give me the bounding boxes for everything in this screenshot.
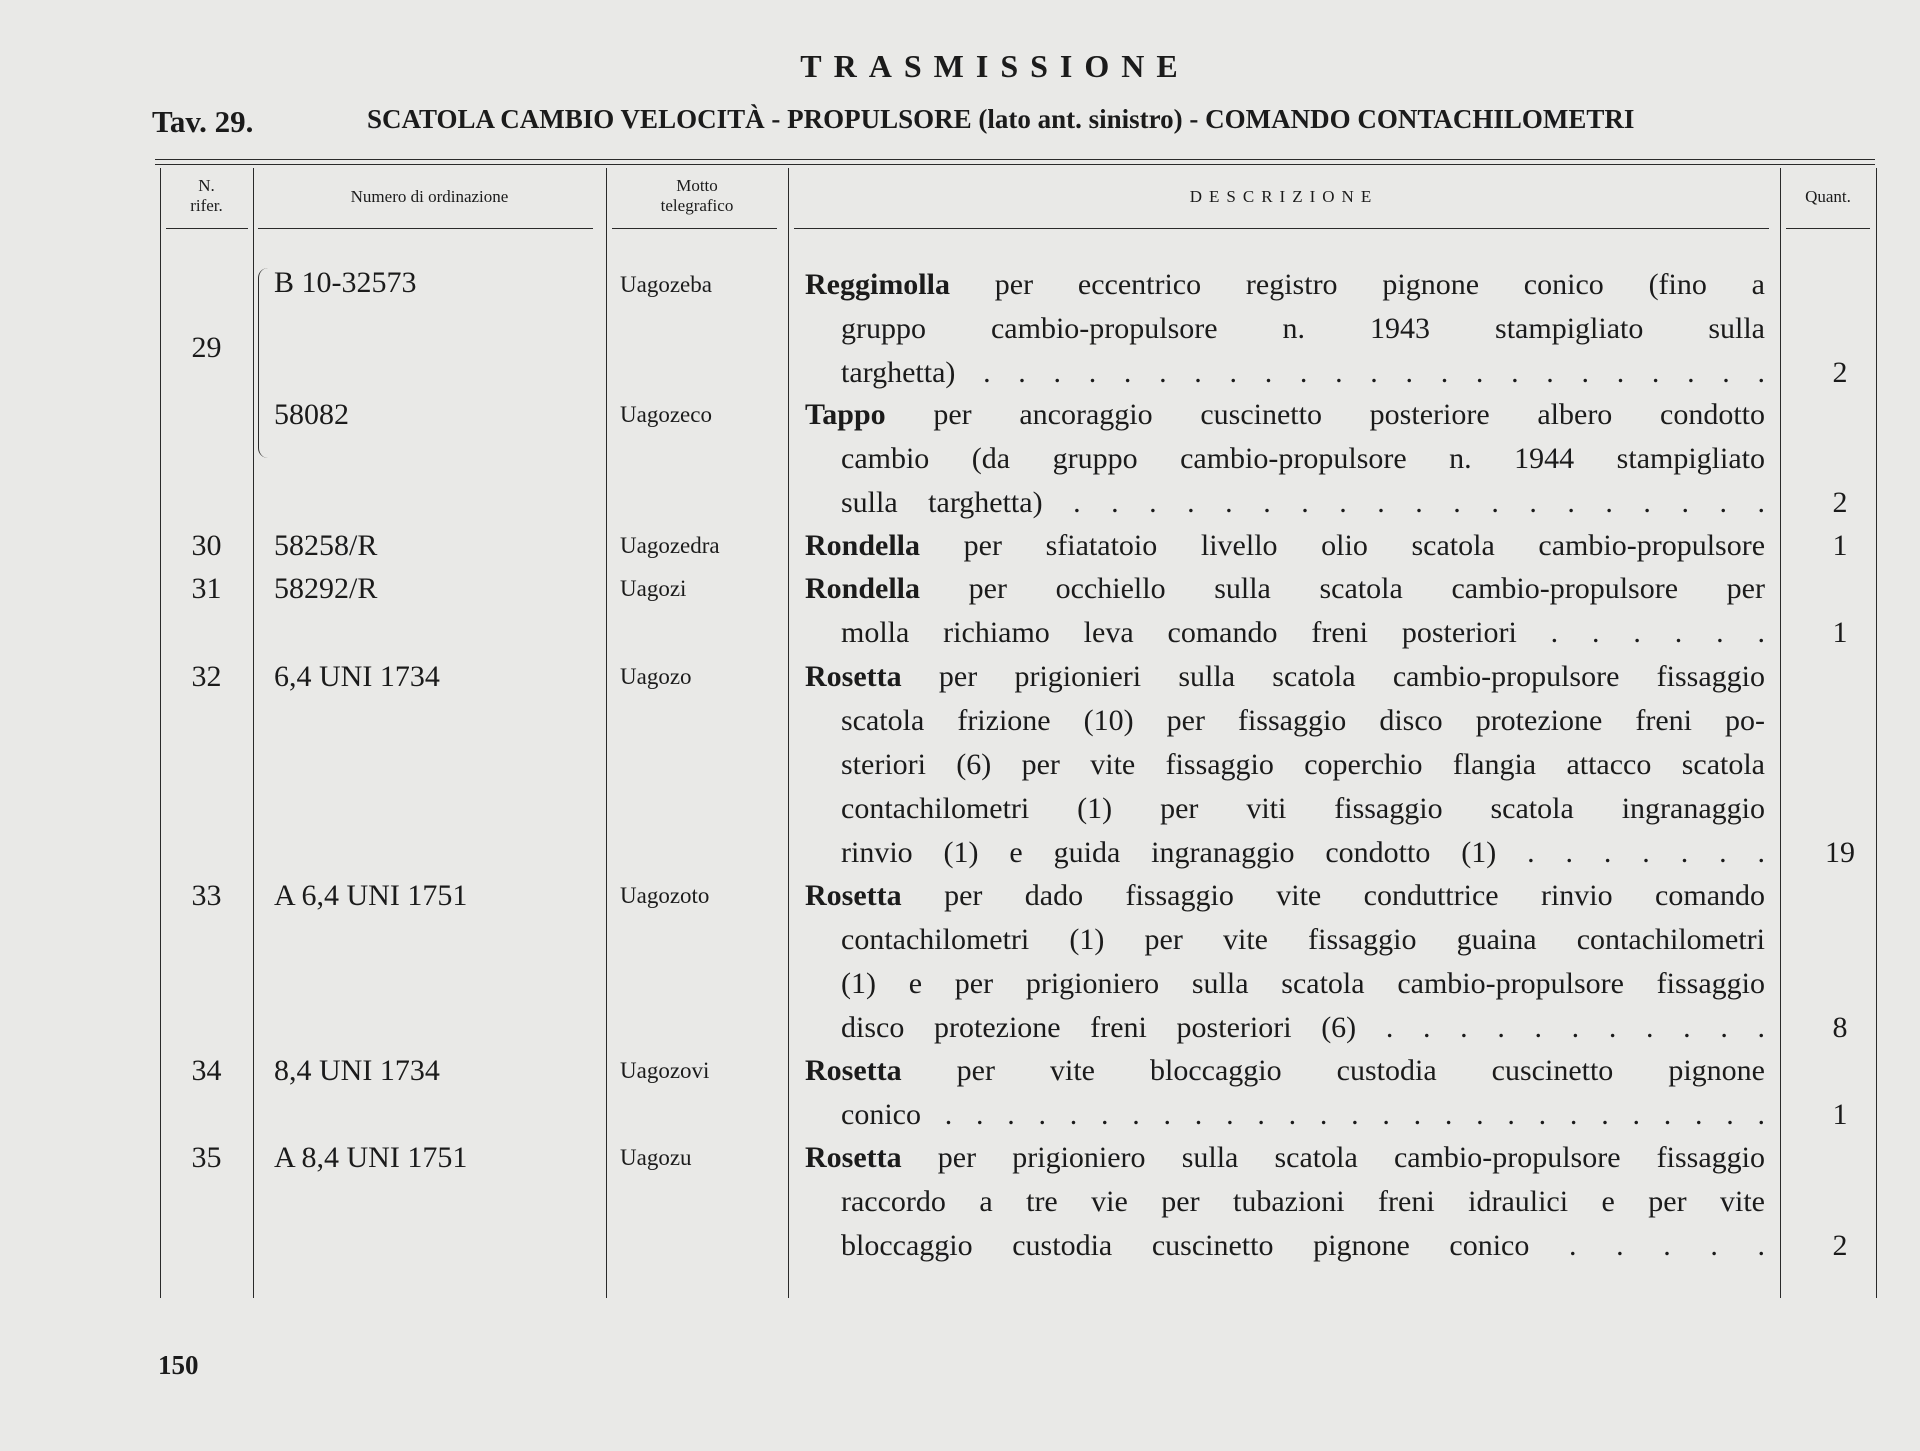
header-ref-line2: rifer. [190, 196, 223, 215]
header-qty: Quant. [1805, 187, 1851, 206]
row-qty-2: 2 [1832, 486, 1848, 519]
header-motto-line2: telegrafico [660, 196, 734, 215]
header-description: DESCRIZIONE [1189, 187, 1379, 206]
row-qty-3: 1 [1832, 529, 1848, 562]
row-desc-3 [805, 524, 1765, 568]
row-qty-4: 1 [1832, 616, 1848, 649]
row-qty-7: 1 [1832, 1098, 1848, 1131]
row-ref-32: 32 [191, 660, 222, 693]
desc-line: raccordo a tre vie per tubazioni freni idraulici e per vite [841, 1185, 1765, 1218]
row-desc-6 [805, 874, 1765, 1050]
row-qty-8: 2 [1832, 1229, 1848, 1262]
desc-line: contachilometri (1) per vite fissaggio guaina contachilometri [841, 923, 1765, 956]
header-rule-order [258, 228, 593, 229]
row-order-3: 58258/R [274, 529, 378, 562]
header-motto [606, 176, 788, 216]
row-ref-35: 35 [191, 1141, 222, 1174]
desc-line: Rosetta per prigionieri sulla scatola cambio-propulsore fissaggio [805, 660, 1765, 693]
desc-line: steriori (6) per vite fissaggio coperchio flangia attacco scatola [841, 748, 1765, 781]
desc-line: Rosetta per vite bloccaggio custodia cuscinetto pignone [805, 1054, 1765, 1087]
header-ref [160, 176, 253, 216]
header-rule-ref [166, 228, 248, 229]
row-order-1: B 10-32573 [274, 266, 417, 299]
header-order: Numero di ordinazione [350, 187, 509, 206]
part-name: Rosetta [805, 1141, 902, 1174]
desc-line: Reggimolla per eccentrico registro pignone conico (fino a [805, 268, 1765, 301]
column-divider-desc [1780, 168, 1781, 1298]
row-motto-2: Uagozeco [620, 402, 712, 427]
desc-line: Rosetta per dado fissaggio vite conduttrice rinvio comando [805, 879, 1766, 912]
column-divider-ref [253, 168, 254, 1298]
part-name: Reggimolla [805, 268, 950, 301]
desc-line: conico . . . . . . . . . . . . . . . . . . . . . . . . . . . [841, 1098, 1765, 1131]
desc-line: Rondella per sfiatatoio livello olio scatola cambio-propulsore [805, 529, 1766, 562]
row-qty-6: 8 [1832, 1011, 1848, 1044]
column-divider-motto [788, 168, 789, 1298]
desc-line: Rondella per occhiello sulla scatola cambio-propulsore per [805, 572, 1765, 605]
header-motto-line1: Motto [676, 176, 718, 195]
page-number: 150 [158, 1350, 199, 1380]
header-rule-desc [794, 228, 1769, 229]
row-order-6: A 6,4 UNI 1751 [274, 879, 468, 912]
part-name: Rondella [805, 529, 921, 562]
row-qty-1: 2 [1832, 356, 1848, 389]
plate-number: Tav. 29. [152, 104, 254, 139]
column-divider-order [606, 168, 607, 1298]
row-motto-5: Uagozo [620, 664, 692, 689]
row-order-4: 58292/R [274, 572, 378, 605]
row-desc-7 [805, 1049, 1765, 1137]
table-top-rule-2 [155, 164, 1875, 165]
row-motto-6: Uagozoto [620, 883, 710, 908]
group-brace [258, 268, 273, 458]
row-motto-7: Uagozovi [620, 1058, 710, 1083]
row-qty-5: 19 [1825, 836, 1855, 869]
row-order-5: 6,4 UNI 1734 [274, 660, 440, 693]
desc-line: rinvio (1) e guida ingranaggio condotto (1) . . . . . . . [841, 836, 1765, 869]
plate-subtitle: SCATOLA CAMBIO VELOCITÀ - PROPULSORE (lato ant. sinistro) - COMANDO CONTACHILOMETRI [367, 104, 1635, 134]
desc-line: cambio (da gruppo cambio-propulsore n. 1944 stampigliato [841, 442, 1765, 475]
section-title: TRASMISSIONE [800, 48, 1190, 84]
row-desc-5 [805, 655, 1765, 875]
part-name: Rosetta [805, 879, 902, 912]
row-motto-4: Uagozi [620, 576, 687, 601]
desc-line: sulla targhetta) . . . . . . . . . . . . . . . . . . . [841, 486, 1765, 519]
header-rule-motto [612, 228, 777, 229]
row-ref-29: 29 [191, 331, 222, 364]
row-motto-3: Uagozedra [620, 533, 720, 558]
desc-line: gruppo cambio-propulsore n. 1943 stampigliato sulla [841, 312, 1765, 345]
desc-line: Tappo per ancoraggio cuscinetto posteriore albero condotto [805, 398, 1765, 431]
desc-line: molla richiamo leva comando freni posteriori . . . . . . [841, 616, 1765, 649]
part-name: Tappo [805, 398, 886, 431]
table-top-rule [155, 159, 1875, 160]
row-ref-31: 31 [191, 572, 222, 605]
row-desc-8 [805, 1136, 1765, 1268]
row-desc-2 [805, 393, 1765, 525]
desc-line: scatola frizione (10) per fissaggio disco protezione freni po- [841, 704, 1765, 737]
part-name: Rondella [805, 572, 921, 605]
row-ref-34: 34 [191, 1054, 222, 1087]
desc-line: bloccaggio custodia cuscinetto pignone conico . . . . . [841, 1229, 1765, 1262]
row-desc-1 [805, 263, 1765, 395]
desc-line: contachilometri (1) per viti fissaggio scatola ingranaggio [841, 792, 1765, 825]
row-order-7: 8,4 UNI 1734 [274, 1054, 440, 1087]
row-motto-8: Uagozu [620, 1145, 692, 1170]
desc-line: targhetta) . . . . . . . . . . . . . . . . . . . . . . . [841, 356, 1765, 389]
header-ref-line1: N. [198, 176, 215, 195]
row-order-8: A 8,4 UNI 1751 [274, 1141, 468, 1174]
desc-line: disco protezione freni posteriori (6) . . . . . . . . . . . [841, 1011, 1765, 1044]
row-motto-1: Uagozeba [620, 272, 712, 297]
desc-line: Rosetta per prigioniero sulla scatola cambio-propulsore fissaggio [805, 1141, 1766, 1174]
row-order-2: 58082 [274, 398, 349, 431]
part-name: Rosetta [805, 1054, 902, 1087]
row-ref-33: 33 [191, 879, 222, 912]
desc-line: (1) e per prigioniero sulla scatola cambio-propulsore fissaggio [841, 967, 1765, 1000]
row-desc-4 [805, 567, 1765, 655]
row-ref-30: 30 [191, 529, 222, 562]
part-name: Rosetta [805, 660, 902, 693]
header-rule-qty [1786, 228, 1870, 229]
